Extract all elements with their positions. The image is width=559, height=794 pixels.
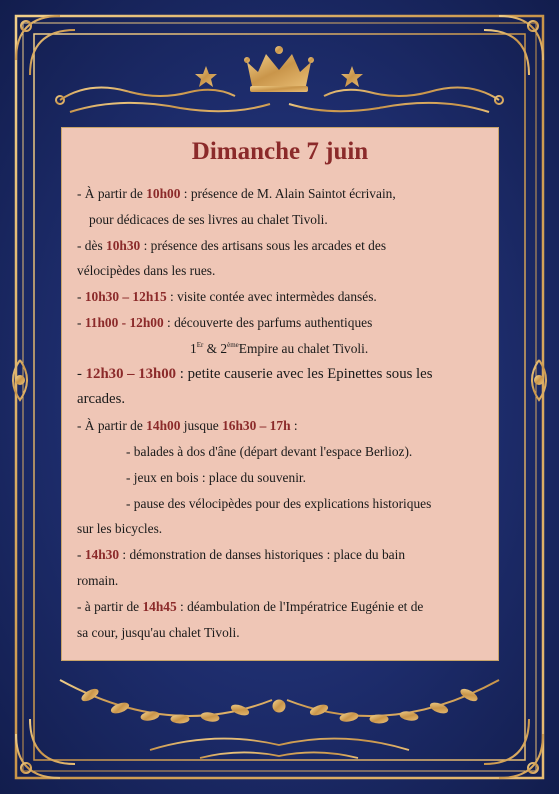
sub-item: - balades à dos d'âne (départ devant l'espace Berlioz). <box>126 443 413 459</box>
list-item: - 11h00 - 12h00 : découverte des parfums authentiques <box>77 314 373 330</box>
time-label: 14h45 <box>142 598 177 614</box>
time-label: 12h30 – 13h00 <box>85 365 177 382</box>
laurel-wreath-icon <box>60 680 499 723</box>
list-item: - dès 10h30 : présence des artisans sous les arcades et des <box>77 237 387 253</box>
list-item: - À partir de 14h00 jusque 16h30 – 17h : <box>77 418 298 434</box>
time-label: 10h30 <box>106 237 141 253</box>
list-item: - 10h30 – 12h15 : visite contée avec intermèdes dansés. <box>77 289 377 305</box>
list-item-continuation: sa cour, jusqu'au chalet Tivoli. <box>77 624 240 640</box>
time-label: 14h00 <box>146 418 181 434</box>
time-label: 11h00 - 12h00 <box>84 314 164 330</box>
list-item-continuation: pour dédicaces de ses livres au chalet Tivoli. <box>89 211 328 227</box>
list-item-continuation: romain. <box>77 572 119 588</box>
program-list <box>77 181 487 645</box>
time-label: 10h00 <box>146 186 181 201</box>
time-label: 14h30 <box>84 547 120 563</box>
page-title: Dimanche 7 juin <box>191 138 369 165</box>
crown-icon <box>244 46 314 92</box>
list-item-continuation: arcades. <box>77 391 126 408</box>
time-label: 16h30 – 17h <box>222 418 291 434</box>
sub-item: - pause des vélocipèdes pour des explications historiques <box>126 495 432 511</box>
list-item: - 12h30 – 13h00 : petite causerie avec les Epinettes sous les <box>77 365 433 382</box>
list-item: - À partir de 10h00 : présence de M. Alain Saintot écrivain, <box>77 186 396 201</box>
sub-item-continuation: sur les bicycles. <box>77 521 163 537</box>
list-item: - à partir de 14h45 : déambulation de l'Impératrice Eugénie et de <box>77 598 424 614</box>
list-item: - 14h30 : démonstration de danses historiques : place du bain <box>77 547 406 563</box>
bottom-scroll-ornament-icon <box>150 739 409 758</box>
time-label: 10h30 – 12h15 <box>84 289 167 305</box>
program-panel <box>62 128 498 660</box>
list-item-continuation: vélocipèdes dans les rues. <box>77 263 216 279</box>
sub-item: - jeux en bois : place du souvenir. <box>126 469 306 485</box>
list-item-continuation: 1Er & 2èmeEmpire au chalet Tivoli. <box>190 340 369 356</box>
